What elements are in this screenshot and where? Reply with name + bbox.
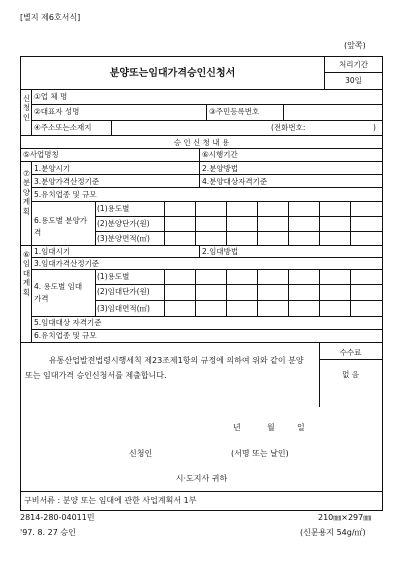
fee-label: 수수료 (339, 348, 362, 357)
processing-period-label: 처리기간 (339, 60, 368, 69)
date-year: 년 (233, 423, 241, 432)
page-side-label: (앞쪽) (344, 41, 366, 50)
recipient-label: 시·도지사 귀하 (175, 474, 228, 483)
declaration-text: 유통산업발전법령시행세칙 제23조제1항의 규정에 의하여 위와 같이 분양 또는 임대가격 승인신청서를 제출합니다. (25, 356, 304, 381)
form-title: 분양또는임대가격승인신청서 (109, 68, 236, 79)
applicant-group-label: 신청인 (22, 94, 31, 122)
phone-label: (전화번호: (271, 123, 306, 132)
sale-facility-label: 5.유치업종 및 규모 (34, 190, 97, 199)
lease-use-row: (1)용도별 (97, 272, 130, 281)
sale-plan-group-label: ⑦분양계획 (22, 169, 31, 216)
lease-facility-label: 6.유치업종 및 규모 (34, 331, 97, 340)
implementation-period-label: ⑥시행기간 (202, 150, 238, 159)
lease-area-row: (3)임대면적(㎡) (97, 304, 150, 313)
form-code: 2814-280-04011민 (20, 513, 95, 522)
sale-price-basis-label: 3.분양가격산정기준 (34, 177, 100, 186)
resident-number-label: ③주민등록번호 (209, 107, 260, 116)
sale-unit-price-row: (2)분양단가(원) (97, 219, 150, 228)
applicant-sign-label: 신청인 (129, 449, 153, 458)
lease-price-basis-label: 3.임대가격산정기준 (34, 259, 100, 268)
sale-use-row: (1)용도별 (97, 204, 130, 213)
sale-method-label: 2.분양방법 (202, 164, 239, 173)
lease-eligibility-label: 5.임대대상 자격기준 (34, 318, 102, 327)
date-day: 일 (297, 423, 305, 432)
lease-unit-price-row: (2)임대단가(원) (97, 287, 150, 296)
phone-close: ) (373, 123, 376, 132)
lease-method-label: 2.임대방법 (202, 247, 239, 256)
signature-field: (서명 또는 날인) (231, 449, 289, 458)
paper-spec: (신문용지 54g/㎡) (300, 528, 366, 537)
paper-size: 210㎜×297㎜ (318, 513, 372, 522)
lease-price-by-use-label: 4. 용도별 임대가격 (34, 282, 83, 303)
sale-eligibility-label: 4.분양대상자격기준 (202, 177, 268, 186)
sale-area-row: (3)분양면적(㎡) (97, 234, 150, 243)
fee-value: 없 음 (342, 370, 359, 379)
company-name-label: ①업 체 명 (34, 92, 68, 101)
lease-time-label: 1.임대시기 (34, 247, 71, 256)
approval-date: '97. 8. 27 승인 (20, 528, 76, 537)
date-month: 월 (267, 423, 275, 432)
address-label: ④주소또는소재지 (34, 123, 92, 132)
approval-content-header: 승 인 신 청 내 용 (173, 138, 230, 147)
sale-time-label: 1.분양시기 (34, 164, 71, 173)
lease-plan-group-label: ⑥임대계획 (22, 250, 31, 297)
business-name-label: ⑤사업명칭 (23, 150, 59, 159)
processing-period-value: 30일 (345, 76, 362, 85)
required-documents: 구비서류 : 분양 또는 임대에 관한 사업계획서 1부 (24, 496, 197, 505)
form-number: [별지 제6호서식] (20, 13, 81, 22)
representative-name-label: ②대표자 성명 (34, 107, 80, 116)
sale-price-by-use-label: 6.용도별 분양가격 (34, 216, 88, 237)
application-form (20, 56, 383, 511)
